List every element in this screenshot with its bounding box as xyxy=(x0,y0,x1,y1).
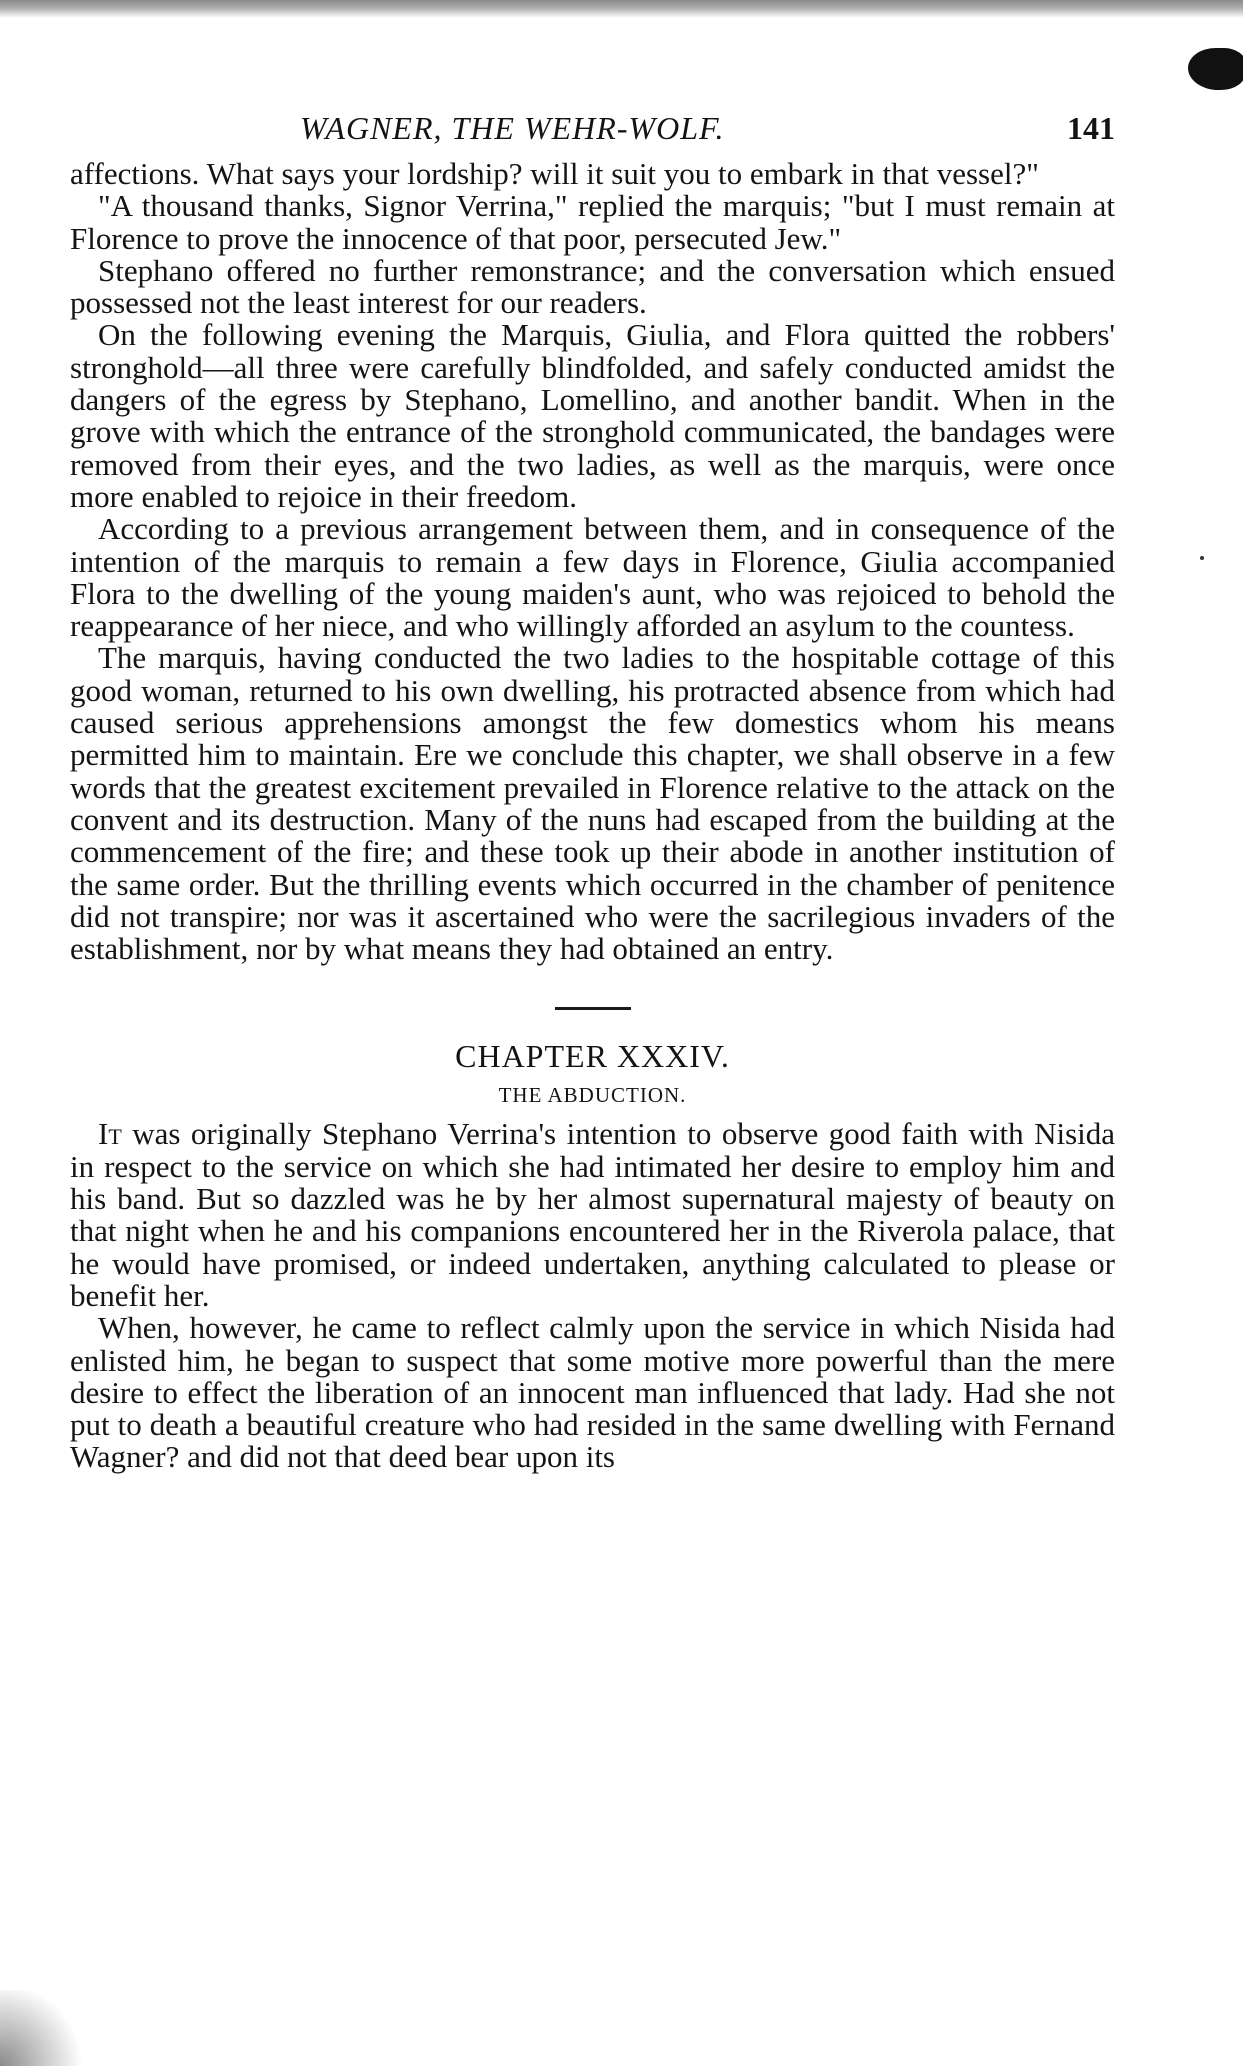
scan-edge-top xyxy=(0,0,1243,18)
paragraph: affections. What says your lordship? will it suit you to embark in that vessel?" xyxy=(70,156,1039,191)
ink-speck xyxy=(1200,556,1204,560)
paragraph: Stephano offered no further remonstrance; and the conversation which ensued possessed not the least interest for our readers. xyxy=(70,252,1115,321)
scan-corner-smudge xyxy=(0,1990,90,2066)
book-page xyxy=(70,110,1115,1474)
paragraph: On the following evening the Marquis, Giulia, and Flora quitted the robbers' stronghold—all three were carefully blindfolded, and safely conducted amidst the dangers of the egress by Stephano, Lomellino, and another bandit. When in the grove with which the entrance of the stronghold communicated, the bandages were removed from their eyes, and the two ladies, as well as the marquis, were once more enabled to rejoice in their freedom. xyxy=(70,317,1115,514)
running-title: WAGNER, THE WEHR-WOLF. xyxy=(300,110,725,146)
page-number: 141 xyxy=(1067,110,1115,146)
paragraph: The marquis, having conducted the two ladies to the hospitable cottage of this good woman, returned to his own dwelling, his protracted absence from which had caused serious apprehensions amongst the few domestics whom his means permitted him to maintain. Ere we conclude this chapter, we shall observe in a few words that the greatest excitement prevailed in Florence relative to the attack on the convent and its destruction. Many of the nuns had escaped from the building at the commencement of the fire; and these took up their abode in another institution of the same order. But the thrilling events which occurred in the chamber of penitence did not transpire; nor was it ascertained who were the sacrilegious invaders of the establishment, nor by what means they had obtained an entry. xyxy=(70,640,1115,967)
dropcap-word: It xyxy=(98,1116,122,1152)
running-header xyxy=(70,110,1115,158)
chapter-title: CHAPTER XXXIV. xyxy=(455,1038,730,1075)
section-divider xyxy=(555,1007,631,1010)
chapter-opening-paragraph xyxy=(70,1118,1115,1312)
chapter-subtitle: THE ABDUCTION. xyxy=(498,1083,687,1108)
chapter-text xyxy=(70,1118,1115,1473)
paragraph: "A thousand thanks, Signor Verrina," replied the marquis; "but I must remain at Florence to prove the innocence of that poor, persecuted Jew." xyxy=(70,188,1115,256)
paragraph-body: was originally Stephano Verrina's intention to observe good faith with Nisida in respect to the service on which she had intimated her desire to employ him and his band. But so dazzled was he by her almost supernatural majesty of beauty on that night when he and his companions encountered her in the Riverola palace, that he would have promised, or indeed undertaken, anything calculated to please or benefit her. xyxy=(70,1116,1116,1313)
ink-blot xyxy=(1188,48,1243,90)
paragraph: According to a previous arrangement between them, and in consequence of the intention of the marquis to remain a few days in Florence, Giulia accompanied Flora to the dwelling of the young maiden's aunt, who was rejoiced to behold the reappearance of her niece, and who willingly afforded an asylum to the countess. xyxy=(70,511,1115,644)
paragraph: When, however, he came to reflect calmly upon the service in which Nisida had enlisted him, he began to suspect that some motive more powerful than the mere desire to effect the liberation of an innocent man influenced that lady. Had she not put to death a beautiful creature who had resided in the same dwelling with Fernand Wagner? and did not that deed bear upon its xyxy=(70,1310,1115,1475)
body-text xyxy=(70,158,1115,965)
